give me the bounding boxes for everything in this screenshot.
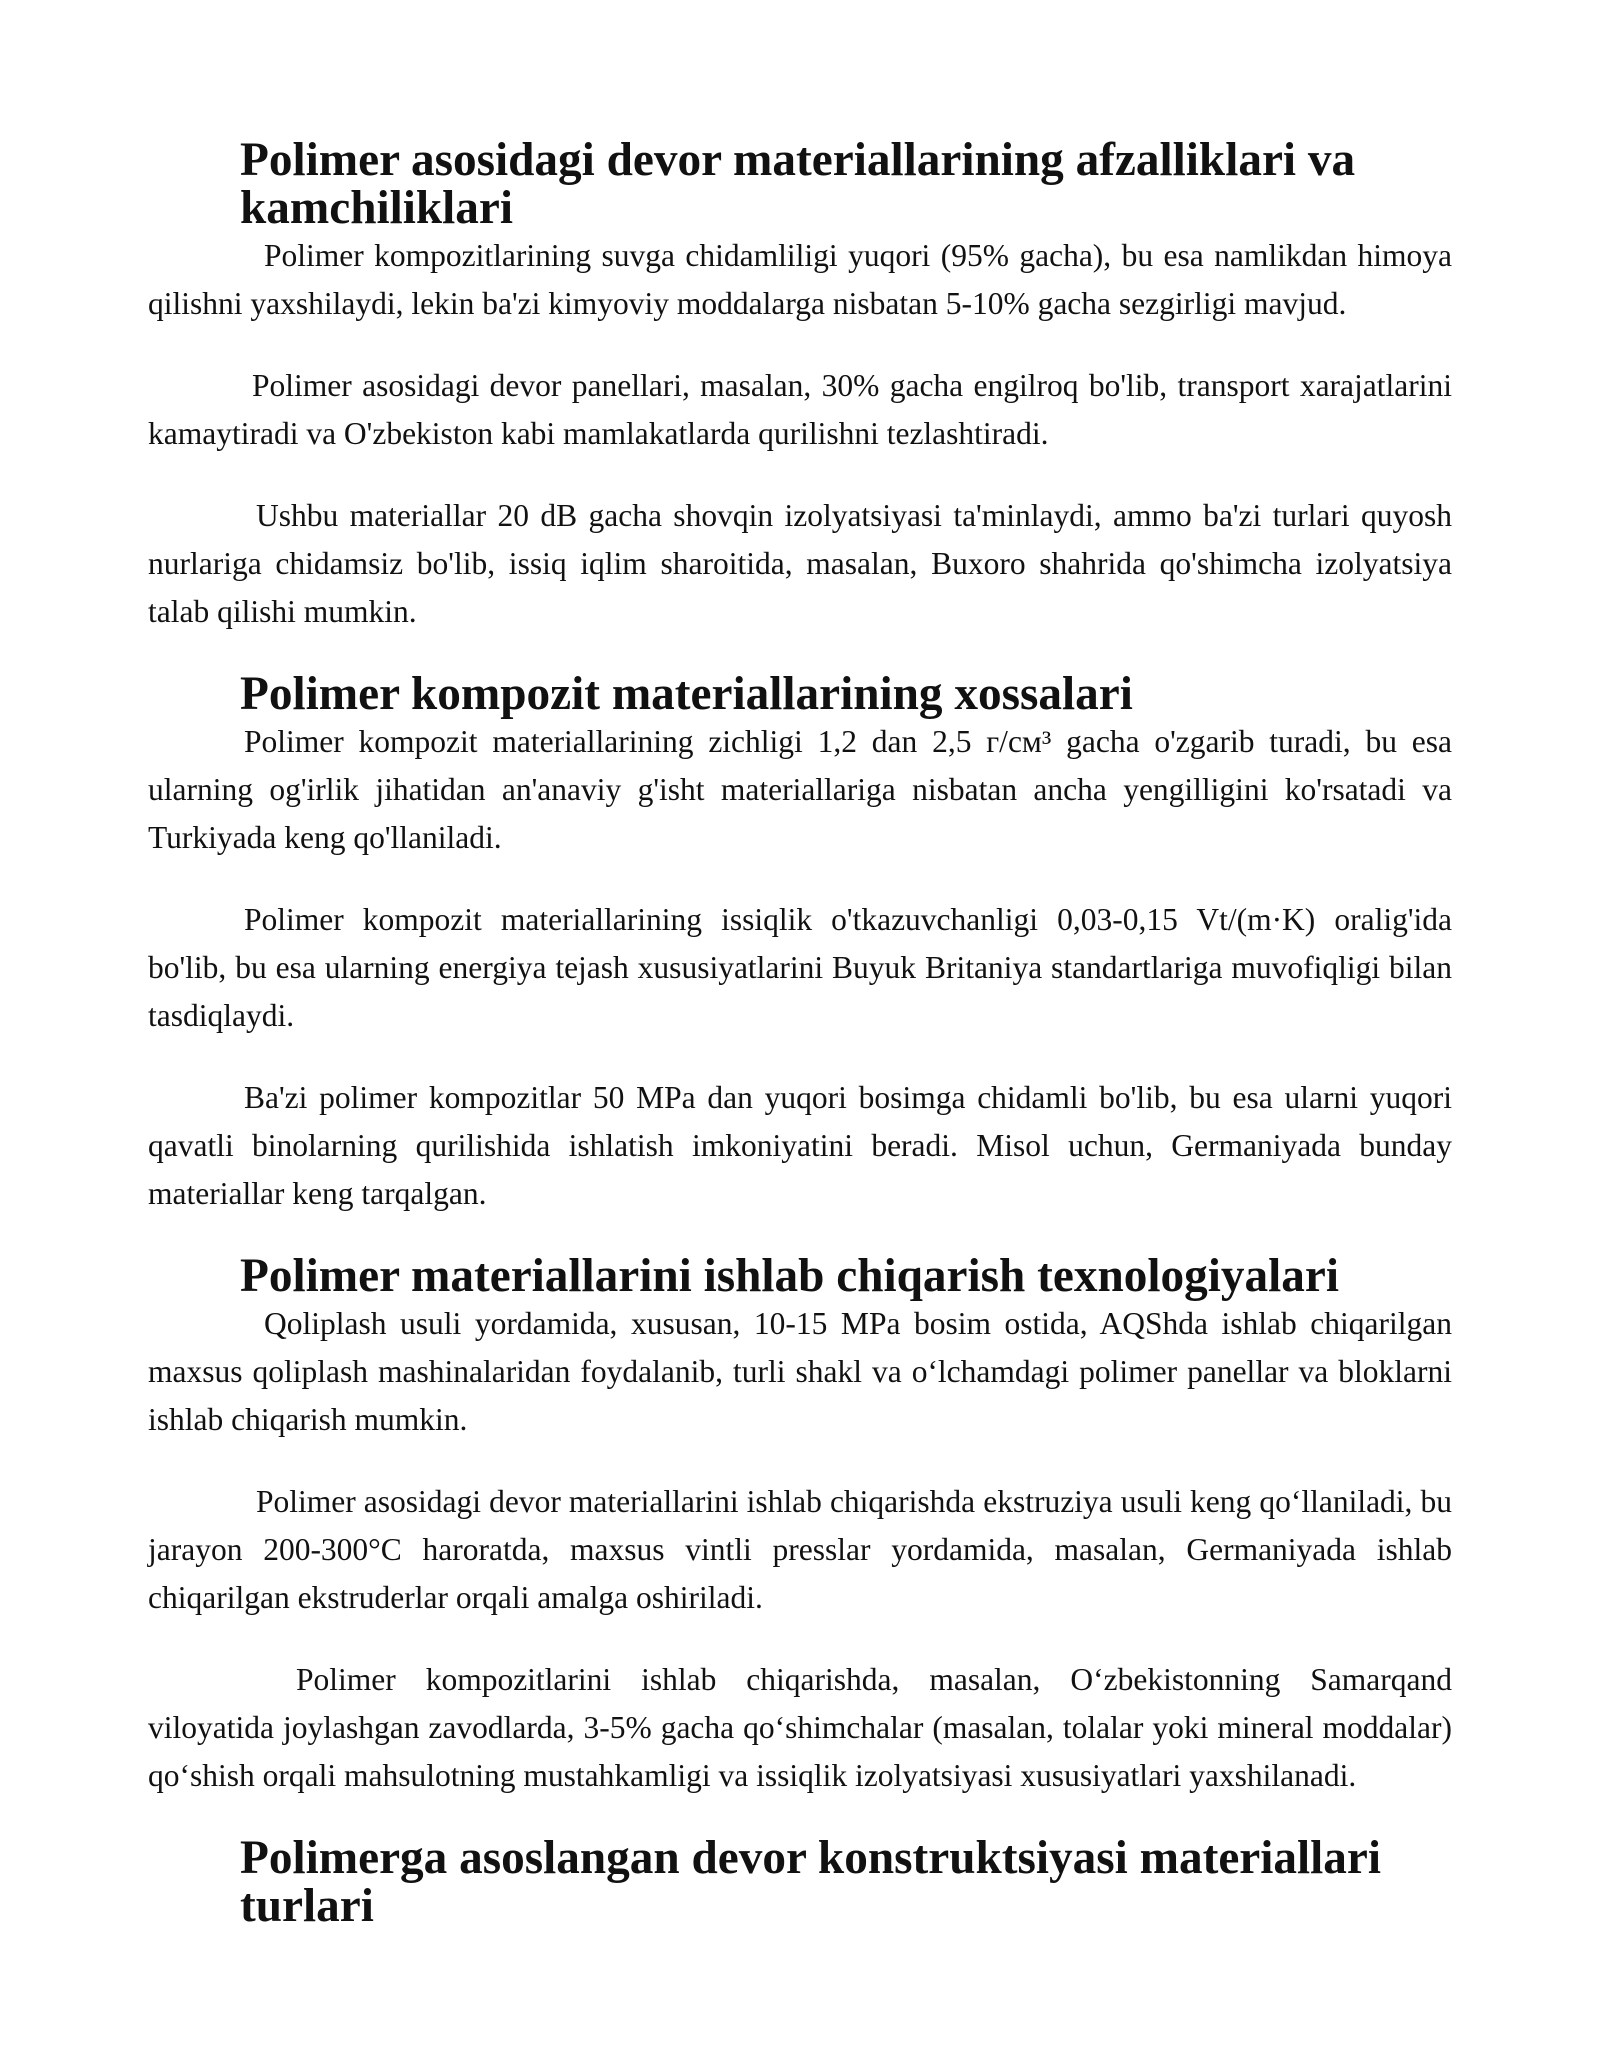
section-heading: Polimer asosidagi devor materiallarining afzalliklari va kamchiliklari bbox=[240, 134, 1356, 234]
section-types bbox=[148, 1834, 1452, 1930]
paragraph: Ushbu materiallar 20 dB gacha shovqin izolyatsiyasi ta'minlaydi, ammo ba'zi turlari quyosh nurlariga chidamsiz bo'lib, issiq iqlim sharoitida, masalan, Buxoro shahrida qo'shimcha izolyatsiya talab qilishi mumkin. bbox=[148, 498, 1452, 629]
paragraph: Polimer kompozitlarining suvga chidamliligi yuqori (95% gacha), bu esa namlikdan himoya qilishni yaxshilaydi, lekin ba'zi kimyoviy moddalarga nisbatan 5-10% gacha sezgirligi mavjud. bbox=[148, 238, 1452, 321]
section-advantages bbox=[148, 136, 1452, 636]
paragraph: Polimer kompozit materiallarining issiqlik o'tkazuvchanligi 0,03-0,15 Vt/(m·K) oralig'ida bo'lib, bu esa ularning energiya tejash xususiyatlarini Buyuk Britaniya standartlariga muvofiqligi bilan tasdiqlaydi. bbox=[148, 902, 1452, 1033]
section-technologies bbox=[148, 1252, 1452, 1800]
document-page bbox=[148, 136, 1452, 1930]
section-properties bbox=[148, 670, 1452, 1218]
paragraph: Polimer kompozitlarini ishlab chiqarishda, masalan, Oʻzbekistonning Samarqand viloyatida joylashgan zavodlarda, 3-5% gacha qoʻshimchalar (masalan, tolalar yoki mineral moddalar) qoʻshish orqali mahsulotning mustahkamligi va issiqlik izolyatsiyasi xususiyatlari yaxshilanadi. bbox=[148, 1662, 1452, 1793]
paragraph: Qoliplash usuli yordamida, xususan, 10-15 MPa bosim ostida, AQShda ishlab chiqarilgan maxsus qoliplash mashinalaridan foydalanib, turli shakl va oʻlchamdagi polimer panellar va bloklarni ishlab chiqarish mumkin. bbox=[148, 1306, 1452, 1437]
paragraph: Polimer asosidagi devor panellari, masalan, 30% gacha engilroq bo'lib, transport xarajatlarini kamaytiradi va O'zbekiston kabi mamlakatlarda qurilishni tezlashtiradi. bbox=[148, 368, 1452, 451]
section-heading: Polimer kompozit materiallarining xossalari bbox=[240, 668, 1133, 720]
paragraph: Ba'zi polimer kompozitlar 50 MPa dan yuqori bosimga chidamli bo'lib, bu esa ularni yuqori qavatli binolarning qurilishida ishlatish imkoniyatini beradi. Misol uchun, Germaniyada bunday materiallar keng tarqalgan. bbox=[148, 1080, 1452, 1211]
section-heading: Polimer materiallarini ishlab chiqarish texnologiyalari bbox=[240, 1250, 1339, 1302]
section-heading: Polimerga asoslangan devor konstruktsiyasi materiallari turlari bbox=[240, 1832, 1381, 1932]
paragraph: Polimer asosidagi devor materiallarini ishlab chiqarishda ekstruziya usuli keng qoʻllaniladi, bu jarayon 200-300°C haroratda, maxsus vintli presslar yordamida, masalan, Germaniyada ishlab chiqarilgan ekstruderlar orqali amalga oshiriladi. bbox=[148, 1484, 1452, 1615]
paragraph: Polimer kompozit materiallarining zichligi 1,2 dan 2,5 г/см³ gacha o'zgarib turadi, bu esa ularning og'irlik jihatidan an'anaviy g'isht materiallariga nisbatan ancha yengilligini ko'rsatadi va Turkiyada keng qo'llaniladi. bbox=[148, 724, 1452, 855]
